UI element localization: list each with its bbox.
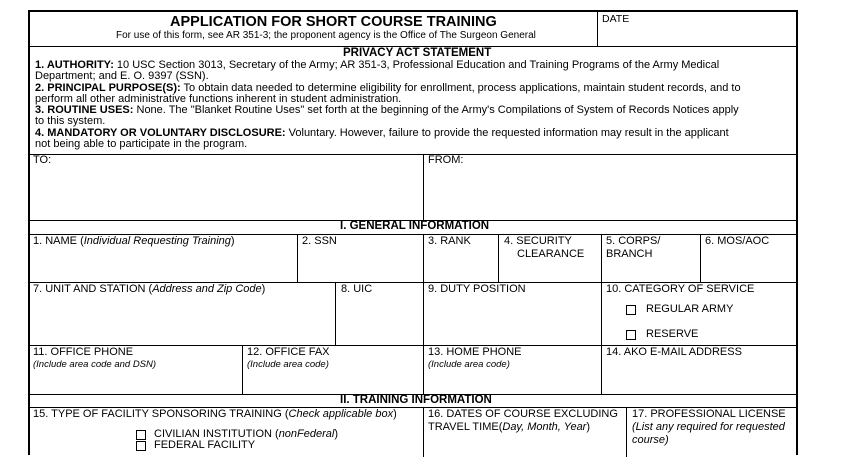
date-field[interactable] [598, 25, 796, 45]
uic-label: 8. UIC [341, 283, 373, 295]
course-dates-field[interactable] [425, 436, 624, 457]
category-label: 10. CATEGORY OF SERVICE [606, 283, 755, 295]
privacy-item-authority-cont: Department; and E. O. 9397 (SSN). [35, 70, 209, 83]
home-phone-field[interactable] [425, 371, 599, 393]
duty-position-field[interactable] [425, 297, 599, 344]
privacy-item-routine-uses-cont: to this system. [35, 115, 106, 128]
clearance-field[interactable] [500, 262, 599, 281]
ssn-label: 2. SSN [302, 235, 337, 247]
mos-label: 6. MOS/AOC [705, 235, 770, 247]
privacy-heading: PRIVACY ACT STATEMENT [343, 47, 492, 59]
home-phone-label: 13. HOME PHONE (Include area code) [428, 346, 522, 370]
privacy-item-purpose-cont: perform all other administrative functions inherent in student administration. [35, 92, 402, 105]
rank-field[interactable] [425, 249, 496, 281]
to-label: TO: [33, 154, 52, 166]
name-label: 1. NAME (Individual Requesting Training) [33, 235, 235, 247]
corps-label: 5. CORPS/ BRANCH [606, 235, 661, 260]
reserve-label: RESERVE [646, 328, 699, 340]
privacy-statement [35, 60, 741, 150]
civilian-institution-label: CIVILIAN INSTITUTION (nonFederal) [154, 428, 339, 440]
form-title: APPLICATION FOR SHORT COURSE TRAINING [170, 14, 497, 30]
ssn-field[interactable] [299, 249, 422, 281]
course-dates-label: 16. DATES OF COURSE EXCLUDING TRAVEL TIME(Day, Month, Year) [428, 408, 618, 433]
date-label: DATE [602, 13, 630, 25]
name-field[interactable] [31, 249, 295, 281]
ako-email-field[interactable] [603, 360, 795, 393]
office-fax-field[interactable] [244, 371, 422, 393]
uic-field[interactable] [337, 297, 422, 344]
civilian-institution-checkbox[interactable] [136, 430, 146, 440]
unit-station-field[interactable] [31, 297, 333, 344]
corps-field[interactable] [603, 262, 698, 281]
mos-field[interactable] [702, 249, 795, 281]
form-subtitle: For use of this form, see AR 351-3; the proponent agency is the Office of The Surgeon General [116, 30, 536, 41]
professional-license-label: 17. PROFESSIONAL LICENSE (List any required for requested course) [632, 408, 786, 446]
clearance-label: 4. SECURITY CLEARANCE [504, 235, 585, 260]
regular-army-label: REGULAR ARMY [646, 303, 734, 315]
from-label: FROM: [428, 154, 464, 166]
privacy-item-routine-uses: 3. ROUTINE USES: None. The "Blanket Routine Uses" set forth at the beginning of the Army's Compilations of System of Records Notices apply [35, 104, 739, 117]
federal-facility-label: FEDERAL FACILITY [154, 439, 256, 451]
privacy-item-authority: 1. AUTHORITY: 10 USC Section 3013, Secretary of the Army; AR 351-3, Professional Education and Training Programs of the Army Medical [35, 59, 720, 71]
duty-position-label: 9. DUTY POSITION [428, 283, 526, 295]
unit-station-label: 7. UNIT AND STATION (Address and Zip Code) [33, 283, 266, 295]
from-address-field[interactable] [425, 168, 795, 219]
general-info-heading: I. GENERAL INFORMATION [340, 220, 490, 232]
facility-type-label: 15. TYPE OF FACILITY SPONSORING TRAINING (Check applicable box) [33, 408, 397, 420]
regular-army-checkbox[interactable] [626, 305, 636, 315]
federal-facility-checkbox[interactable] [136, 441, 146, 451]
privacy-item-disclosure: 4. MANDATORY OR VOLUNTARY DISCLOSURE: Voluntary. However, failure to provide the requested information may result in the applicant [35, 126, 729, 139]
privacy-item-disclosure-cont: not being able to participate in the program. [35, 138, 248, 151]
rank-label: 3. RANK [428, 235, 471, 247]
ako-email-label: 14. AKO E-MAIL ADDRESS [606, 346, 742, 358]
office-phone-label: 11. OFFICE PHONE (Include area code and DSN) [33, 346, 157, 370]
office-phone-field[interactable] [31, 371, 240, 393]
training-info-heading: II. TRAINING INFORMATION [340, 394, 492, 406]
reserve-checkbox[interactable] [626, 330, 636, 340]
privacy-item-purpose: 2. PRINCIPAL PURPOSE(S): To obtain data needed to determine eligibility for enrollment, process applications, maintain student records, and to [35, 81, 741, 94]
application-form [28, 10, 798, 455]
office-fax-label: 12. OFFICE FAX (Include area code) [247, 346, 330, 370]
to-address-field[interactable] [31, 168, 421, 219]
